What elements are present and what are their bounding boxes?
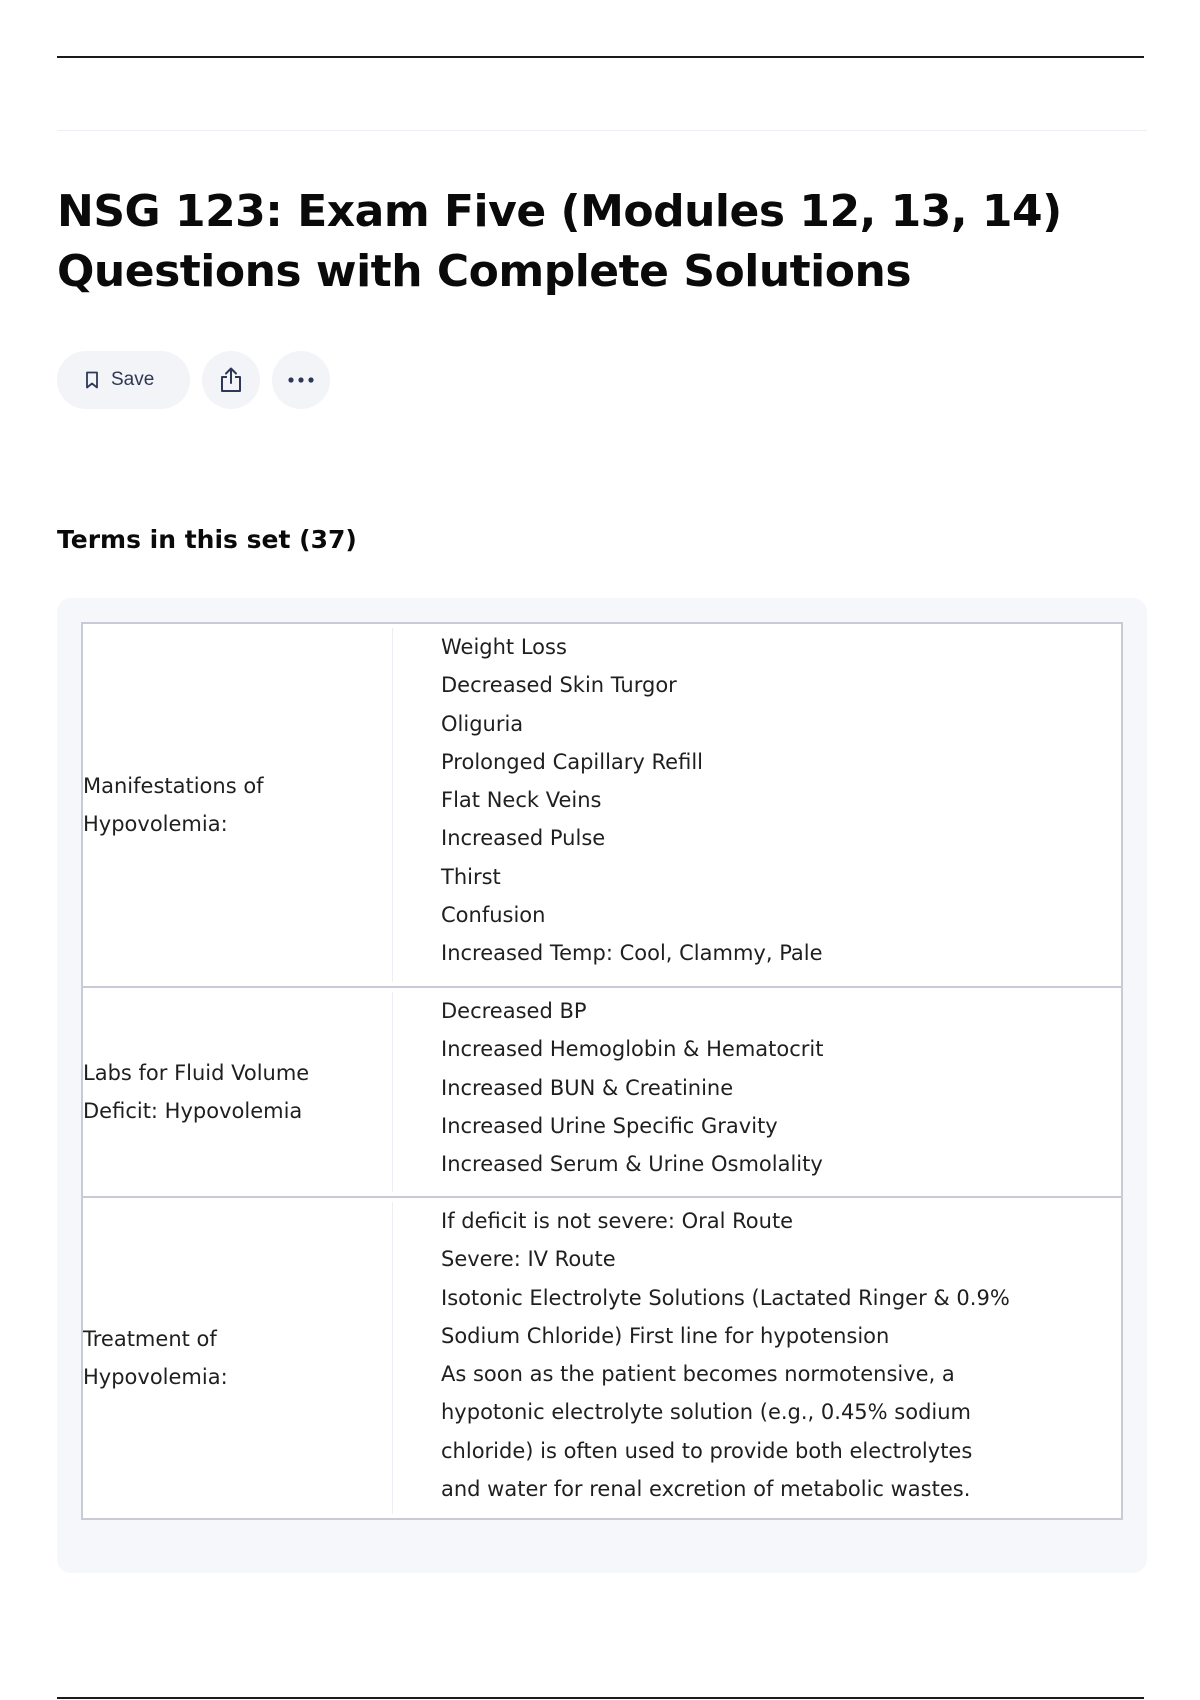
- term-cell: [83, 1202, 393, 1514]
- definition-line: Sodium Chloride) First line for hypotension: [441, 1323, 890, 1348]
- action-bar: [57, 351, 330, 409]
- definition-line: Weight Loss: [441, 635, 567, 659]
- definition-line: Oliguria: [441, 711, 524, 736]
- share-button[interactable]: [202, 351, 260, 409]
- definition-line: Decreased BP: [441, 999, 587, 1023]
- more-horizontal-icon: [286, 376, 316, 384]
- definition-line: Increased Serum & Urine Osmolality: [441, 1152, 823, 1177]
- definition-line: chloride) is often used to provide both electrolytes: [441, 1438, 973, 1463]
- bottom-rule: [57, 1697, 1144, 1699]
- definition-line: Isotonic Electrolyte Solutions (Lactated Ringer & 0.9%: [441, 1285, 1010, 1310]
- terms-panel: [57, 598, 1147, 1573]
- definition-line: Increased BUN & Creatinine: [441, 1075, 734, 1100]
- definition-line: Flat Neck Veins: [441, 788, 602, 813]
- definition-line: Increased Urine Specific Gravity: [441, 1113, 778, 1138]
- terms-heading: [57, 522, 357, 558]
- definition-line: Prolonged Capillary Refill: [441, 749, 703, 774]
- definition-line: Thirst: [441, 864, 501, 889]
- term-cell: [83, 992, 393, 1192]
- share-icon: [218, 366, 244, 394]
- definition-line: and water for renal excretion of metabolic wastes.: [441, 1477, 971, 1502]
- term-text: Manifestations of Hypovolemia:: [83, 774, 264, 836]
- definition-line: hypotonic electrolyte solution (e.g., 0.45% sodium: [441, 1400, 972, 1425]
- definition-line: Increased Hemoglobin & Hematocrit: [441, 1037, 824, 1062]
- term-card[interactable]: [83, 1196, 1121, 1518]
- save-button[interactable]: [57, 351, 190, 409]
- more-options-button[interactable]: [272, 351, 330, 409]
- header-divider: [57, 130, 1147, 131]
- top-rule: [57, 56, 1144, 58]
- page-title: NSG 123: Exam Five (Modules 12, 13, 14) Questions with Complete Solutions: [57, 186, 1062, 297]
- term-cell: [83, 628, 393, 982]
- definition-line: Decreased Skin Turgor: [441, 673, 677, 698]
- bookmark-icon: [85, 371, 99, 389]
- definition-line: Increased Temp: Cool, Clammy, Pale: [441, 941, 823, 966]
- save-label: Save: [111, 369, 155, 390]
- definition-line: If deficit is not severe: Oral Route: [441, 1209, 794, 1233]
- definition-line: Increased Pulse: [441, 826, 606, 851]
- terms-table: [81, 622, 1123, 1520]
- definition-line: As soon as the patient becomes normotensive, a: [441, 1362, 955, 1387]
- term-text: Labs for Fluid Volume Deficit: Hypovolemia: [83, 1061, 310, 1123]
- terms-heading-label: Terms in this set: [57, 525, 291, 554]
- definition-cell: [393, 624, 1121, 986]
- term-text: Treatment of Hypovolemia:: [83, 1327, 228, 1389]
- term-card[interactable]: [83, 986, 1121, 1196]
- term-card[interactable]: [83, 624, 1121, 986]
- terms-count: (37): [299, 525, 357, 554]
- definition-line: Confusion: [441, 903, 546, 928]
- definition-line: Severe: IV Route: [441, 1247, 616, 1272]
- definition-cell: [393, 988, 1121, 1196]
- definition-cell: [393, 1198, 1121, 1518]
